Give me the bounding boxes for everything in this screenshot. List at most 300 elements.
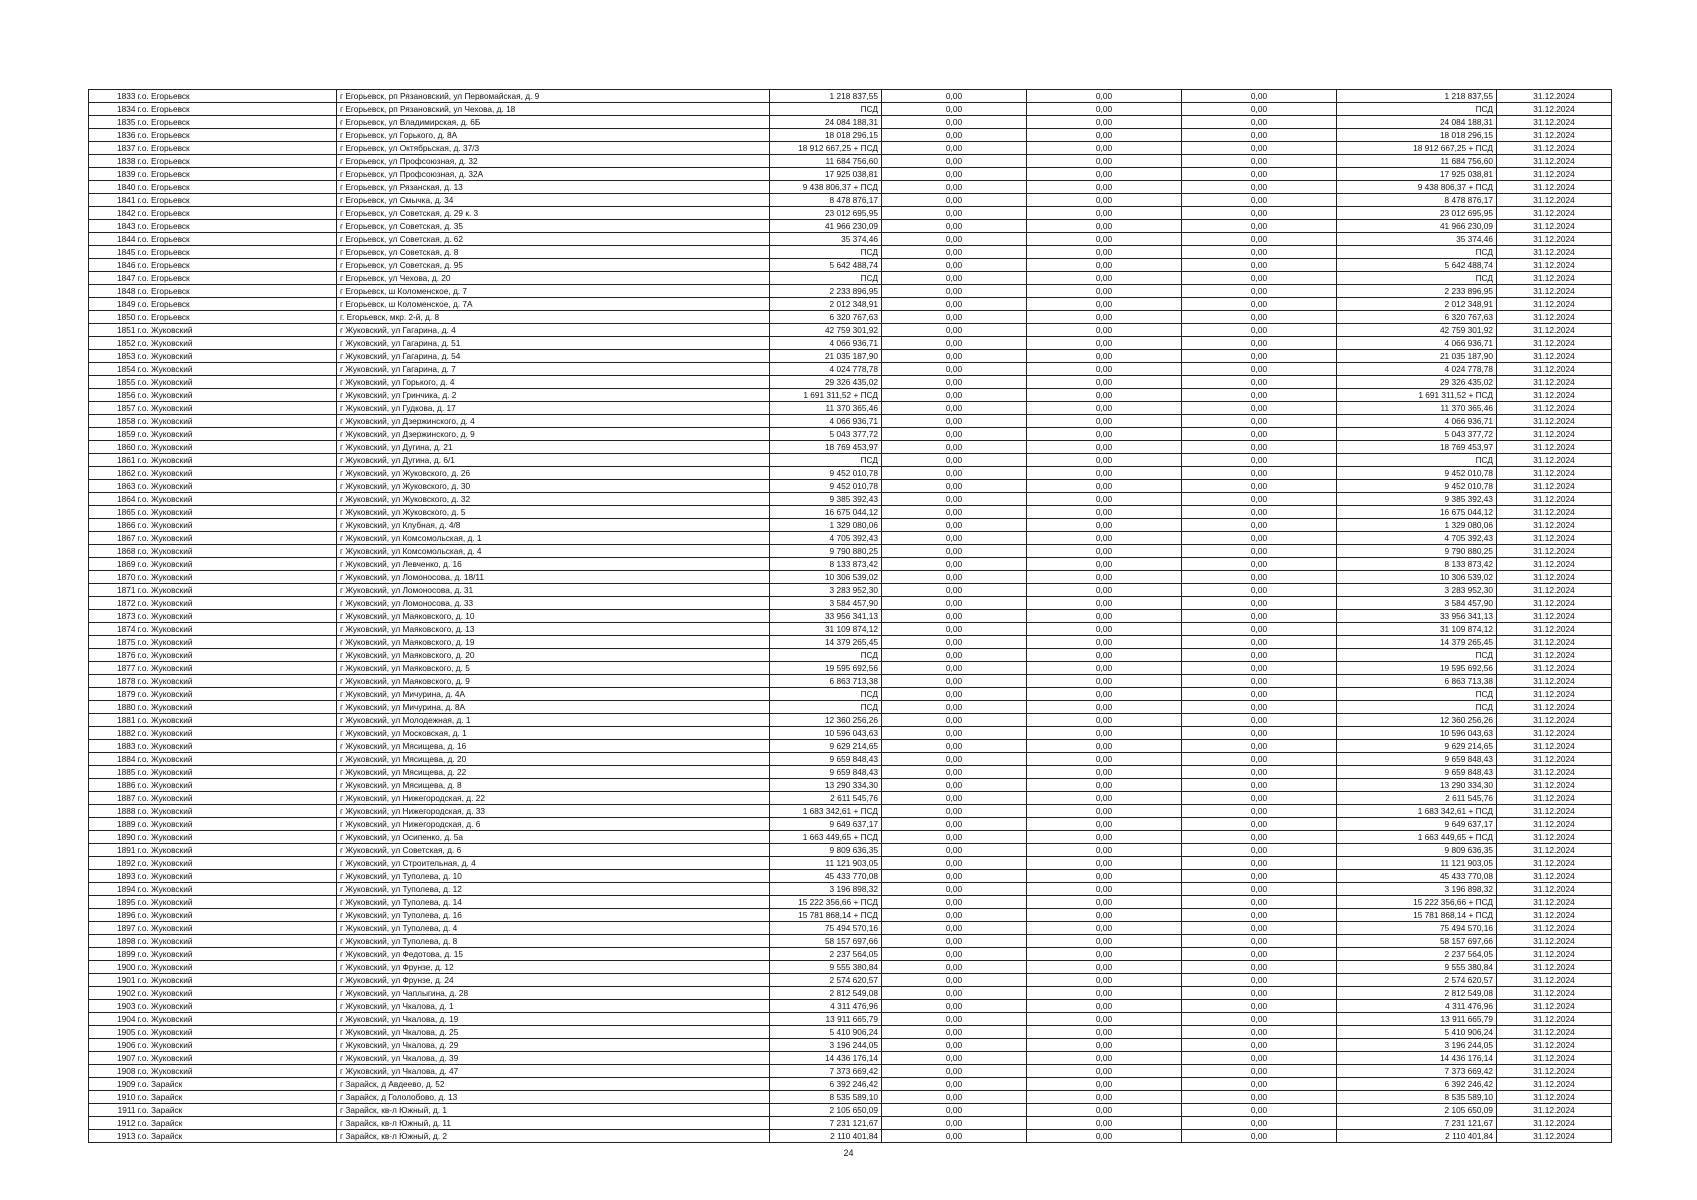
amount-col-2-cell: 0,00 — [882, 207, 1027, 220]
amount-col-3-cell: 0,00 — [1027, 90, 1182, 103]
table-row — [89, 220, 1612, 233]
municipality-cell: г.о. Жуковский — [137, 623, 337, 636]
amount-col-4-cell: 0,00 — [1182, 792, 1337, 805]
amount-balance-cell: 1 329 080,06 — [1337, 519, 1497, 532]
row-number-cell: 1849 — [89, 298, 137, 311]
table-row — [89, 597, 1612, 610]
amount-col-2-cell: 0,00 — [882, 298, 1027, 311]
municipality-cell: г.о. Егорьевск — [137, 207, 337, 220]
date-cell: 31.12.2024 — [1497, 363, 1612, 376]
amount-total-cell: 11 121 903,05 — [770, 857, 882, 870]
amount-total-cell: 23 012 695,95 — [770, 207, 882, 220]
amount-col-2-cell: 0,00 — [882, 1013, 1027, 1026]
amount-total-cell: 3 584 457,90 — [770, 597, 882, 610]
municipality-cell: г.о. Жуковский — [137, 883, 337, 896]
address-cell: г Жуковский, ул Дзержинского, д. 9 — [337, 428, 770, 441]
amount-col-4-cell: 0,00 — [1182, 831, 1337, 844]
row-number-cell: 1887 — [89, 792, 137, 805]
address-cell: г Жуковский, ул Туполева, д. 10 — [337, 870, 770, 883]
amount-balance-cell: 2 110 401,84 — [1337, 1130, 1497, 1143]
municipality-cell: г.о. Жуковский — [137, 506, 337, 519]
municipality-cell: г.о. Егорьевск — [137, 168, 337, 181]
amount-col-2-cell: 0,00 — [882, 454, 1027, 467]
amount-col-2-cell: 0,00 — [882, 623, 1027, 636]
row-number-cell: 1867 — [89, 532, 137, 545]
amount-balance-cell: 13 911 665,79 — [1337, 1013, 1497, 1026]
amount-balance-cell: 11 370 365,46 — [1337, 402, 1497, 415]
amount-total-cell: 2 110 401,84 — [770, 1130, 882, 1143]
amount-col-4-cell: 0,00 — [1182, 909, 1337, 922]
amount-col-4-cell: 0,00 — [1182, 259, 1337, 272]
amount-col-4-cell: 0,00 — [1182, 870, 1337, 883]
amount-col-3-cell: 0,00 — [1027, 766, 1182, 779]
amount-col-4-cell: 0,00 — [1182, 688, 1337, 701]
date-cell: 31.12.2024 — [1497, 571, 1612, 584]
date-cell: 31.12.2024 — [1497, 935, 1612, 948]
municipality-cell: г.о. Жуковский — [137, 571, 337, 584]
table-row — [89, 415, 1612, 428]
address-cell: г Жуковский, ул Комсомольская, д. 1 — [337, 532, 770, 545]
date-cell: 31.12.2024 — [1497, 1052, 1612, 1065]
address-cell: г Жуковский, ул Осипенко, д. 5а — [337, 831, 770, 844]
date-cell: 31.12.2024 — [1497, 467, 1612, 480]
amount-total-cell: 12 360 256,26 — [770, 714, 882, 727]
amount-total-cell: ПСД — [770, 272, 882, 285]
amount-total-cell: 9 659 848,43 — [770, 766, 882, 779]
amount-col-3-cell: 0,00 — [1027, 922, 1182, 935]
amount-col-4-cell: 0,00 — [1182, 389, 1337, 402]
table-row — [89, 194, 1612, 207]
row-number-cell: 1834 — [89, 103, 137, 116]
table-row — [89, 558, 1612, 571]
amount-total-cell: 2 233 896,95 — [770, 285, 882, 298]
date-cell: 31.12.2024 — [1497, 987, 1612, 1000]
amount-col-2-cell: 0,00 — [882, 194, 1027, 207]
date-cell: 31.12.2024 — [1497, 454, 1612, 467]
municipality-cell: г.о. Жуковский — [137, 662, 337, 675]
amount-total-cell: 9 629 214,65 — [770, 740, 882, 753]
row-number-cell: 1890 — [89, 831, 137, 844]
row-number-cell: 1857 — [89, 402, 137, 415]
date-cell: 31.12.2024 — [1497, 1078, 1612, 1091]
amount-col-4-cell: 0,00 — [1182, 350, 1337, 363]
amount-col-3-cell: 0,00 — [1027, 1104, 1182, 1117]
amount-total-cell: 5 410 906,24 — [770, 1026, 882, 1039]
table-row — [89, 207, 1612, 220]
amount-balance-cell: 33 956 341,13 — [1337, 610, 1497, 623]
amount-col-3-cell: 0,00 — [1027, 233, 1182, 246]
municipality-cell: г.о. Жуковский — [137, 324, 337, 337]
amount-balance-cell: 21 035 187,90 — [1337, 350, 1497, 363]
amount-col-4-cell: 0,00 — [1182, 662, 1337, 675]
amount-col-3-cell: 0,00 — [1027, 610, 1182, 623]
table-row — [89, 701, 1612, 714]
amount-col-2-cell: 0,00 — [882, 350, 1027, 363]
date-cell: 31.12.2024 — [1497, 909, 1612, 922]
address-cell: г Жуковский, ул Туполева, д. 4 — [337, 922, 770, 935]
amount-col-3-cell: 0,00 — [1027, 194, 1182, 207]
amount-col-3-cell: 0,00 — [1027, 831, 1182, 844]
municipality-cell: г.о. Жуковский — [137, 337, 337, 350]
amount-total-cell: 3 283 952,30 — [770, 584, 882, 597]
amount-col-4-cell: 0,00 — [1182, 545, 1337, 558]
amount-col-2-cell: 0,00 — [882, 116, 1027, 129]
municipality-cell: г.о. Егорьевск — [137, 155, 337, 168]
amount-total-cell: 9 438 806,37 + ПСД — [770, 181, 882, 194]
amount-balance-cell: 5 410 906,24 — [1337, 1026, 1497, 1039]
amount-total-cell: 5 642 488,74 — [770, 259, 882, 272]
table-row — [89, 441, 1612, 454]
amount-col-4-cell: 0,00 — [1182, 740, 1337, 753]
row-number-cell: 1876 — [89, 649, 137, 662]
row-number-cell: 1874 — [89, 623, 137, 636]
row-number-cell: 1900 — [89, 961, 137, 974]
amount-col-3-cell: 0,00 — [1027, 207, 1182, 220]
address-cell: г Егорьевск, ул Советская, д. 29 к. 3 — [337, 207, 770, 220]
row-number-cell: 1855 — [89, 376, 137, 389]
municipality-cell: г.о. Жуковский — [137, 545, 337, 558]
table-row — [89, 610, 1612, 623]
amount-total-cell: 18 912 667,25 + ПСД — [770, 142, 882, 155]
amount-total-cell: 7 373 669,42 — [770, 1065, 882, 1078]
address-cell: г Жуковский, ул Мясищева, д. 20 — [337, 753, 770, 766]
amount-col-2-cell: 0,00 — [882, 363, 1027, 376]
amount-col-3-cell: 0,00 — [1027, 493, 1182, 506]
amount-col-4-cell: 0,00 — [1182, 376, 1337, 389]
amount-total-cell: 2 574 620,57 — [770, 974, 882, 987]
municipality-cell: г.о. Егорьевск — [137, 194, 337, 207]
amount-balance-cell: 1 691 311,52 + ПСД — [1337, 389, 1497, 402]
amount-col-3-cell: 0,00 — [1027, 961, 1182, 974]
table-row — [89, 870, 1612, 883]
date-cell: 31.12.2024 — [1497, 714, 1612, 727]
date-cell: 31.12.2024 — [1497, 441, 1612, 454]
date-cell: 31.12.2024 — [1497, 844, 1612, 857]
row-number-cell: 1888 — [89, 805, 137, 818]
amount-balance-cell: 15 222 356,66 + ПСД — [1337, 896, 1497, 909]
date-cell: 31.12.2024 — [1497, 649, 1612, 662]
row-number-cell: 1897 — [89, 922, 137, 935]
amount-col-4-cell: 0,00 — [1182, 844, 1337, 857]
amount-col-3-cell: 0,00 — [1027, 298, 1182, 311]
row-number-cell: 1872 — [89, 597, 137, 610]
amount-col-3-cell: 0,00 — [1027, 558, 1182, 571]
amount-col-3-cell: 0,00 — [1027, 480, 1182, 493]
row-number-cell: 1904 — [89, 1013, 137, 1026]
amount-col-2-cell: 0,00 — [882, 701, 1027, 714]
row-number-cell: 1847 — [89, 272, 137, 285]
amount-col-3-cell: 0,00 — [1027, 805, 1182, 818]
address-cell: г Егорьевск, рп Рязановский, ул Первомайская, д. 9 — [337, 90, 770, 103]
row-number-cell: 1833 — [89, 90, 137, 103]
table-row — [89, 545, 1612, 558]
address-cell: г Жуковский, ул Левченко, д. 16 — [337, 558, 770, 571]
table-row — [89, 844, 1612, 857]
municipality-cell: г.о. Жуковский — [137, 1052, 337, 1065]
table-row — [89, 467, 1612, 480]
amount-balance-cell: 4 024 778,78 — [1337, 363, 1497, 376]
municipality-cell: г.о. Жуковский — [137, 350, 337, 363]
date-cell: 31.12.2024 — [1497, 1117, 1612, 1130]
municipality-cell: г.о. Жуковский — [137, 779, 337, 792]
row-number-cell: 1891 — [89, 844, 137, 857]
address-cell: г Жуковский, ул Чкалова, д. 47 — [337, 1065, 770, 1078]
amount-col-2-cell: 0,00 — [882, 324, 1027, 337]
address-cell: г Егорьевск, ш Коломенское, д. 7А — [337, 298, 770, 311]
amount-col-2-cell: 0,00 — [882, 1078, 1027, 1091]
table-row — [89, 285, 1612, 298]
amount-col-2-cell: 0,00 — [882, 779, 1027, 792]
date-cell: 31.12.2024 — [1497, 207, 1612, 220]
amount-col-3-cell: 0,00 — [1027, 142, 1182, 155]
address-cell: г Егорьевск, ул Горького, д. 8А — [337, 129, 770, 142]
amount-balance-cell: 2 574 620,57 — [1337, 974, 1497, 987]
amount-balance-cell: ПСД — [1337, 649, 1497, 662]
municipality-cell: г.о. Жуковский — [137, 974, 337, 987]
table-row — [89, 1013, 1612, 1026]
amount-total-cell: 9 649 637,17 — [770, 818, 882, 831]
address-cell: г Жуковский, ул Чкалова, д. 39 — [337, 1052, 770, 1065]
row-number-cell: 1875 — [89, 636, 137, 649]
amount-col-2-cell: 0,00 — [882, 818, 1027, 831]
table-row — [89, 766, 1612, 779]
amount-balance-cell: 9 438 806,37 + ПСД — [1337, 181, 1497, 194]
amount-col-4-cell: 0,00 — [1182, 428, 1337, 441]
amount-col-4-cell: 0,00 — [1182, 857, 1337, 870]
amount-col-2-cell: 0,00 — [882, 571, 1027, 584]
row-number-cell: 1905 — [89, 1026, 137, 1039]
amount-col-2-cell: 0,00 — [882, 740, 1027, 753]
amount-total-cell: 8 133 873,42 — [770, 558, 882, 571]
date-cell: 31.12.2024 — [1497, 506, 1612, 519]
address-cell: г Егорьевск, ул Профсоюзная, д. 32 — [337, 155, 770, 168]
address-cell: г Жуковский, ул Нижегородская, д. 22 — [337, 792, 770, 805]
address-cell: г Жуковский, ул Гагарина, д. 51 — [337, 337, 770, 350]
amount-col-3-cell: 0,00 — [1027, 857, 1182, 870]
municipality-cell: г.о. Жуковский — [137, 415, 337, 428]
amount-col-2-cell: 0,00 — [882, 714, 1027, 727]
amount-col-2-cell: 0,00 — [882, 675, 1027, 688]
row-number-cell: 1848 — [89, 285, 137, 298]
table-row — [89, 831, 1612, 844]
amount-col-2-cell: 0,00 — [882, 467, 1027, 480]
amount-col-4-cell: 0,00 — [1182, 415, 1337, 428]
amount-balance-cell: 6 392 246,42 — [1337, 1078, 1497, 1091]
date-cell: 31.12.2024 — [1497, 558, 1612, 571]
amount-col-3-cell: 0,00 — [1027, 649, 1182, 662]
municipality-cell: г.о. Егорьевск — [137, 259, 337, 272]
municipality-cell: г.о. Жуковский — [137, 441, 337, 454]
address-cell: г Жуковский, ул Нижегородская, д. 6 — [337, 818, 770, 831]
amount-col-3-cell: 0,00 — [1027, 584, 1182, 597]
amount-col-2-cell: 0,00 — [882, 1104, 1027, 1117]
amount-col-3-cell: 0,00 — [1027, 1052, 1182, 1065]
table-row — [89, 324, 1612, 337]
municipality-cell: г.о. Зарайск — [137, 1091, 337, 1104]
row-number-cell: 1837 — [89, 142, 137, 155]
amount-balance-cell: 5 043 377,72 — [1337, 428, 1497, 441]
amount-col-2-cell: 0,00 — [882, 376, 1027, 389]
date-cell: 31.12.2024 — [1497, 493, 1612, 506]
amount-col-4-cell: 0,00 — [1182, 129, 1337, 142]
amount-col-2-cell: 0,00 — [882, 545, 1027, 558]
table-row — [89, 233, 1612, 246]
amount-col-3-cell: 0,00 — [1027, 779, 1182, 792]
amount-balance-cell: 3 196 244,05 — [1337, 1039, 1497, 1052]
amount-col-4-cell: 0,00 — [1182, 961, 1337, 974]
amount-balance-cell: 23 012 695,95 — [1337, 207, 1497, 220]
amount-col-3-cell: 0,00 — [1027, 753, 1182, 766]
amount-total-cell: ПСД — [770, 701, 882, 714]
amount-col-3-cell: 0,00 — [1027, 441, 1182, 454]
date-cell: 31.12.2024 — [1497, 636, 1612, 649]
amount-balance-cell: 1 683 342,61 + ПСД — [1337, 805, 1497, 818]
row-number-cell: 1861 — [89, 454, 137, 467]
amount-col-2-cell: 0,00 — [882, 987, 1027, 1000]
amount-col-4-cell: 0,00 — [1182, 467, 1337, 480]
amount-col-3-cell: 0,00 — [1027, 909, 1182, 922]
municipality-cell: г.о. Жуковский — [137, 922, 337, 935]
row-number-cell: 1902 — [89, 987, 137, 1000]
municipality-cell: г.о. Жуковский — [137, 1000, 337, 1013]
row-number-cell: 1871 — [89, 584, 137, 597]
address-cell: г Жуковский, ул Советская, д. 6 — [337, 844, 770, 857]
table-row — [89, 688, 1612, 701]
table-row — [89, 298, 1612, 311]
amount-col-3-cell: 0,00 — [1027, 350, 1182, 363]
row-number-cell: 1893 — [89, 870, 137, 883]
address-cell: г Жуковский, ул Гагарина, д. 7 — [337, 363, 770, 376]
amount-balance-cell: 75 494 570,16 — [1337, 922, 1497, 935]
amount-total-cell: 9 809 636,35 — [770, 844, 882, 857]
amount-col-3-cell: 0,00 — [1027, 402, 1182, 415]
amount-col-2-cell: 0,00 — [882, 142, 1027, 155]
municipality-cell: г.о. Жуковский — [137, 961, 337, 974]
row-number-cell: 1899 — [89, 948, 137, 961]
row-number-cell: 1873 — [89, 610, 137, 623]
amount-col-4-cell: 0,00 — [1182, 675, 1337, 688]
amount-col-3-cell: 0,00 — [1027, 740, 1182, 753]
municipality-cell: г.о. Жуковский — [137, 948, 337, 961]
amount-balance-cell: ПСД — [1337, 272, 1497, 285]
date-cell: 31.12.2024 — [1497, 883, 1612, 896]
amount-col-4-cell: 0,00 — [1182, 454, 1337, 467]
amount-balance-cell: 1 663 449,65 + ПСД — [1337, 831, 1497, 844]
address-cell: г Зарайск, кв-л Южный, д. 11 — [337, 1117, 770, 1130]
amount-col-3-cell: 0,00 — [1027, 324, 1182, 337]
row-number-cell: 1886 — [89, 779, 137, 792]
row-number-cell: 1854 — [89, 363, 137, 376]
amount-balance-cell: 19 595 692,56 — [1337, 662, 1497, 675]
municipality-cell: г.о. Жуковский — [137, 1013, 337, 1026]
row-number-cell: 1842 — [89, 207, 137, 220]
municipality-cell: г.о. Жуковский — [137, 376, 337, 389]
amount-col-4-cell: 0,00 — [1182, 207, 1337, 220]
amount-col-3-cell: 0,00 — [1027, 467, 1182, 480]
amount-total-cell: 4 066 936,71 — [770, 415, 882, 428]
amount-col-4-cell: 0,00 — [1182, 1013, 1337, 1026]
municipality-cell: г.о. Егорьевск — [137, 272, 337, 285]
amount-col-3-cell: 0,00 — [1027, 883, 1182, 896]
address-cell: г Жуковский, ул Мичурина, д. 4А — [337, 688, 770, 701]
amount-balance-cell: 13 290 334,30 — [1337, 779, 1497, 792]
address-cell: г Жуковский, ул Строительная, д. 4 — [337, 857, 770, 870]
amount-col-2-cell: 0,00 — [882, 857, 1027, 870]
amount-balance-cell: 3 196 898,32 — [1337, 883, 1497, 896]
row-number-cell: 1860 — [89, 441, 137, 454]
table-row — [89, 1026, 1612, 1039]
date-cell: 31.12.2024 — [1497, 623, 1612, 636]
amount-col-4-cell: 0,00 — [1182, 805, 1337, 818]
amount-balance-cell: ПСД — [1337, 688, 1497, 701]
amount-total-cell: 9 452 010,78 — [770, 467, 882, 480]
municipality-cell: г.о. Жуковский — [137, 389, 337, 402]
date-cell: 31.12.2024 — [1497, 1065, 1612, 1078]
data-table — [88, 89, 1612, 1143]
amount-col-4-cell: 0,00 — [1182, 103, 1337, 116]
amount-balance-cell: 15 781 868,14 + ПСД — [1337, 909, 1497, 922]
date-cell: 31.12.2024 — [1497, 831, 1612, 844]
amount-col-3-cell: 0,00 — [1027, 545, 1182, 558]
table-row — [89, 272, 1612, 285]
amount-balance-cell: 18 018 296,15 — [1337, 129, 1497, 142]
municipality-cell: г.о. Жуковский — [137, 857, 337, 870]
amount-col-3-cell: 0,00 — [1027, 1013, 1182, 1026]
amount-col-2-cell: 0,00 — [882, 558, 1027, 571]
amount-balance-cell: ПСД — [1337, 701, 1497, 714]
amount-col-4-cell: 0,00 — [1182, 974, 1337, 987]
municipality-cell: г.о. Жуковский — [137, 493, 337, 506]
address-cell: г Жуковский, ул Мясищева, д. 8 — [337, 779, 770, 792]
amount-col-4-cell: 0,00 — [1182, 324, 1337, 337]
amount-col-3-cell: 0,00 — [1027, 1000, 1182, 1013]
municipality-cell: г.о. Жуковский — [137, 532, 337, 545]
address-cell: г Жуковский, ул Дзержинского, д. 4 — [337, 415, 770, 428]
amount-col-2-cell: 0,00 — [882, 766, 1027, 779]
amount-balance-cell: 24 084 188,31 — [1337, 116, 1497, 129]
address-cell: г Егорьевск, ул Советская, д. 35 — [337, 220, 770, 233]
amount-col-4-cell: 0,00 — [1182, 311, 1337, 324]
amount-col-2-cell: 0,00 — [882, 792, 1027, 805]
amount-col-4-cell: 0,00 — [1182, 1000, 1337, 1013]
row-number-cell: 1836 — [89, 129, 137, 142]
amount-col-3-cell: 0,00 — [1027, 870, 1182, 883]
amount-col-2-cell: 0,00 — [882, 688, 1027, 701]
table-row — [89, 571, 1612, 584]
amount-total-cell: 29 326 435,02 — [770, 376, 882, 389]
table-row — [89, 909, 1612, 922]
amount-col-4-cell: 0,00 — [1182, 519, 1337, 532]
amount-col-2-cell: 0,00 — [882, 506, 1027, 519]
amount-col-2-cell: 0,00 — [882, 519, 1027, 532]
table-row — [89, 363, 1612, 376]
table-row — [89, 753, 1612, 766]
amount-total-cell: 10 596 043,63 — [770, 727, 882, 740]
date-cell: 31.12.2024 — [1497, 246, 1612, 259]
table-row — [89, 350, 1612, 363]
row-number-cell: 1889 — [89, 818, 137, 831]
row-number-cell: 1865 — [89, 506, 137, 519]
amount-col-3-cell: 0,00 — [1027, 220, 1182, 233]
date-cell: 31.12.2024 — [1497, 194, 1612, 207]
table-row — [89, 519, 1612, 532]
amount-col-3-cell: 0,00 — [1027, 636, 1182, 649]
table-row — [89, 974, 1612, 987]
municipality-cell: г.о. Жуковский — [137, 701, 337, 714]
amount-col-2-cell: 0,00 — [882, 831, 1027, 844]
row-number-cell: 1870 — [89, 571, 137, 584]
table-row — [89, 857, 1612, 870]
